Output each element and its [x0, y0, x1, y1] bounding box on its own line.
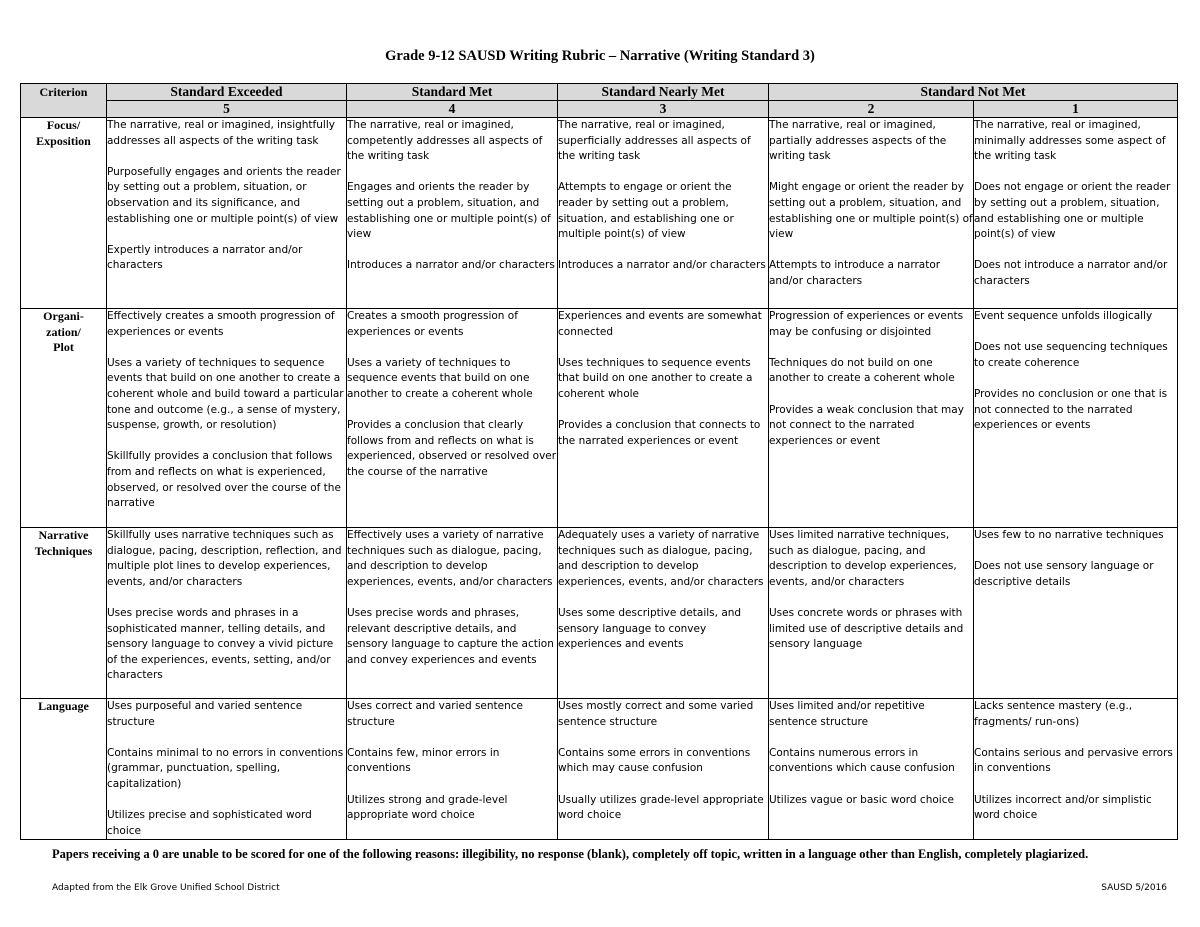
rubric-cell-score-4 — [347, 118, 558, 309]
rubric-cell-score-2 — [769, 309, 974, 528]
descriptor-text: Lacks sentence mastery (e.g., fragments/ run-ons) — [974, 700, 1133, 728]
footer-version: SAUSD 5/2016 — [1101, 883, 1167, 893]
descriptor-text: Techniques do not build on one another to create a coherent whole — [769, 356, 955, 385]
descriptor-text: Skillfully provides a conclusion that follows from and reflects on what is experienced, observed, or resolved over the course of the narrative — [107, 450, 341, 510]
rubric-cell-score-5 — [107, 118, 347, 309]
rubric-cell-score-4 — [347, 528, 558, 699]
rubric-cell-score-2 — [769, 118, 974, 309]
descriptor-text: Attempts to introduce a narrator and/or characters — [769, 259, 941, 287]
descriptor-text: Introduces a narrator and/or characters — [558, 259, 766, 272]
rubric-cell-score-4 — [347, 309, 558, 528]
descriptor-text: Does not engage or orient the reader by setting out a problem, situation, and establishing one or multiple point(s) of view — [974, 181, 1171, 241]
descriptor-text: Uses techniques to sequence events that build on one another to create a coherent whole — [558, 356, 753, 400]
descriptor-text: Skillfully uses narrative techniques such as dialogue, pacing, description, reflection, and multiple plot lines to develop experiences, events, and/or characters — [107, 529, 342, 588]
descriptor-text: Provides a conclusion that clearly follows from and reflects on what is experienced, observed or resolved over the course of the narrative — [347, 419, 557, 478]
descriptor-text: Progression of experiences or events may be confusing or disjointed — [769, 310, 964, 338]
descriptor-text: Contains minimal to no errors in conventions (grammar, punctuation, spelling, capitalization) — [107, 746, 344, 790]
descriptor-text: Contains numerous errors in conventions which cause confusion — [769, 746, 955, 775]
descriptor-text: The narrative, real or imagined, partially addresses aspects of the writing task — [769, 119, 947, 163]
score-2: 2 — [769, 101, 974, 118]
rubric-cell-score-4 — [347, 699, 558, 840]
rubric-row-organization-plot — [21, 309, 1178, 528]
criterion-label — [21, 528, 107, 699]
descriptor-text: Uses precise words and phrases, relevant descriptive details, and sensory language to capture the action and convey experiences and events — [347, 606, 554, 666]
rubric-cell-score-1 — [974, 699, 1178, 840]
descriptor-text: Utilizes vague or basic word choice — [769, 793, 954, 806]
descriptor-text: The narrative, real or imagined, minimally addresses some aspect of the writing task — [974, 119, 1166, 163]
descriptor-text: Purposefully engages and orients the reader by setting out a problem, situation, or observation and its significance, and establishing one or multiple point(s) of view — [107, 165, 341, 225]
descriptor-text: Uses purposeful and varied sentence structure — [107, 700, 303, 728]
descriptor-text: Uses correct and varied sentence structure — [347, 700, 524, 728]
rubric-row-focus-exposition — [21, 118, 1178, 309]
rubric-cell-score-3 — [558, 118, 769, 309]
rubric-cell-score-5 — [107, 528, 347, 699]
rubric-row-narrative-techniques — [21, 528, 1178, 699]
rubric-cell-score-3 — [558, 528, 769, 699]
descriptor-text: Provides a weak conclusion that may not connect to the narrated experiences or event — [769, 403, 964, 447]
criterion-line: Language — [38, 699, 89, 713]
descriptor-text: The narrative, real or imagined, insightfully addresses all aspects of the writing task — [107, 119, 335, 147]
descriptor-text: Uses few to no narrative techniques — [974, 529, 1164, 541]
descriptor-text: Utilizes incorrect and/or simplistic word choice — [974, 793, 1152, 822]
descriptor-text: Contains few, minor errors in conventions — [347, 746, 500, 775]
descriptor-text: Effectively creates a smooth progression of experiences or events — [107, 310, 335, 338]
descriptor-text: Engages and orients the reader by setting out a problem, situation, and establishing one or multiple point(s) of view — [347, 181, 551, 241]
footer-source: Adapted from the Elk Grove Unified School District — [52, 883, 280, 893]
descriptor-text: Uses concrete words or phrases with limited use of descriptive details and sensory language — [769, 606, 964, 651]
descriptor-text: Contains serious and pervasive errors in conventions — [974, 746, 1173, 775]
score-3: 3 — [558, 101, 769, 118]
criterion-line: Narrative — [38, 528, 89, 542]
descriptor-text: Creates a smooth progression of experiences or events — [347, 310, 518, 338]
descriptor-text: Does not use sensory language or descriptive details — [974, 560, 1154, 588]
rubric-cell-score-1 — [974, 528, 1178, 699]
criterion-label — [21, 309, 107, 528]
descriptor-text: Utilizes strong and grade-level appropriate word choice — [347, 793, 508, 822]
criterion-line: Techniques — [34, 543, 93, 558]
rubric-table — [20, 83, 1178, 840]
descriptor-text: Provides no conclusion or one that is not connected to the narrated experiences or events — [974, 387, 1168, 432]
criterion-line: Focus/ — [46, 118, 81, 132]
criterion-line: Exposition — [36, 133, 91, 148]
rubric-cell-score-5 — [107, 699, 347, 840]
rubric-cell-score-1 — [974, 118, 1178, 309]
header-standard-not-met: Standard Not Met — [769, 84, 1178, 101]
descriptor-text: Utilizes precise and sophisticated word choice — [107, 809, 312, 837]
rubric-cell-score-3 — [558, 309, 769, 528]
descriptor-text: Usually utilizes grade-level appropriate word choice — [558, 793, 764, 822]
criterion-line: Plot — [53, 340, 74, 354]
page-title: Grade 9-12 SAUSD Writing Rubric – Narrative (Writing Standard 3) — [385, 48, 815, 64]
descriptor-text: Uses mostly correct and some varied sentence structure — [558, 700, 754, 728]
descriptor-text: Contains some errors in conventions which may cause confusion — [558, 746, 751, 775]
descriptor-text: Uses precise words and phrases in a sophisticated manner, telling details, and sensory language to convey a vivid picture of the experiences, events, setting, and/or characters — [107, 606, 334, 682]
descriptor-text: Provides a conclusion that connects to the narrated experiences or event — [558, 419, 761, 447]
header-standard-nearly-met: Standard Nearly Met — [558, 84, 769, 101]
descriptor-text: Uses limited narrative techniques, such as dialogue, pacing, and description to develop experiences, events, and/or characters — [769, 529, 957, 588]
header-row — [21, 84, 1178, 101]
descriptor-text: Uses limited and/or repetitive sentence structure — [769, 700, 925, 728]
rubric-cell-score-2 — [769, 528, 974, 699]
score-1: 1 — [974, 101, 1178, 118]
score-row — [21, 101, 1178, 118]
descriptor-text: Introduces a narrator and/or characters — [347, 259, 555, 272]
criterion-label — [21, 118, 107, 309]
rubric-cell-score-1 — [974, 309, 1178, 528]
criterion-header: Criterion — [21, 84, 107, 118]
criterion-label — [21, 699, 107, 840]
descriptor-text: Adequately uses a variety of narrative techniques such as dialogue, pacing, and description to develop experiences, events, and/or characters — [558, 529, 764, 588]
descriptor-text: The narrative, real or imagined, superficially addresses all aspects of the writing task — [558, 119, 751, 163]
descriptor-text: Event sequence unfolds illogically — [974, 310, 1153, 322]
descriptor-text: Uses some descriptive details, and sensory language to convey experiences and events — [558, 606, 742, 651]
descriptor-text: Does not introduce a narrator and/or characters — [974, 259, 1168, 287]
criterion-line: zation/ — [46, 324, 81, 339]
descriptor-text: Uses a variety of techniques to sequence events that build on one another to create a coherent whole and build toward a particular tone and outcome (e.g., a sense of mystery, suspense, growth, or resolution) — [107, 356, 344, 432]
header-standard-met: Standard Met — [347, 84, 558, 101]
criterion-line: Organi- — [43, 309, 84, 323]
descriptor-text: The narrative, real or imagined, competently addresses all aspects of the writing task — [347, 119, 543, 163]
score-4: 4 — [347, 101, 558, 118]
header-standard-exceeded: Standard Exceeded — [107, 84, 347, 101]
rubric-cell-score-3 — [558, 699, 769, 840]
descriptor-text: Effectively uses a variety of narrative techniques such as dialogue, pacing, and description to develop experiences, events, and/or characters — [347, 529, 553, 588]
rubric-cell-score-2 — [769, 699, 974, 840]
score-5: 5 — [107, 101, 347, 118]
descriptor-text: Does not use sequencing techniques to create coherence — [974, 341, 1168, 369]
scoring-note: Papers receiving a 0 are unable to be scored for one of the following reasons: illegibility, no response (blank), completely off topic, written in a language other than English, completely plagiarized. — [52, 847, 1089, 861]
descriptor-text: Experiences and events are somewhat connected — [558, 310, 762, 338]
descriptor-text: Expertly introduces a narrator and/or characters — [107, 243, 303, 272]
descriptor-text: Attempts to engage or orient the reader by setting out a problem, situation, and establishing one or multiple point(s) of view — [558, 181, 734, 241]
rubric-cell-score-5 — [107, 309, 347, 528]
descriptor-text: Uses a variety of techniques to sequence events that build on one another to create a coherent whole — [347, 356, 533, 400]
descriptor-text: Might engage or orient the reader by setting out a problem, situation, and establishing one or multiple point(s) of view — [769, 181, 973, 241]
rubric-row-language — [21, 699, 1178, 840]
